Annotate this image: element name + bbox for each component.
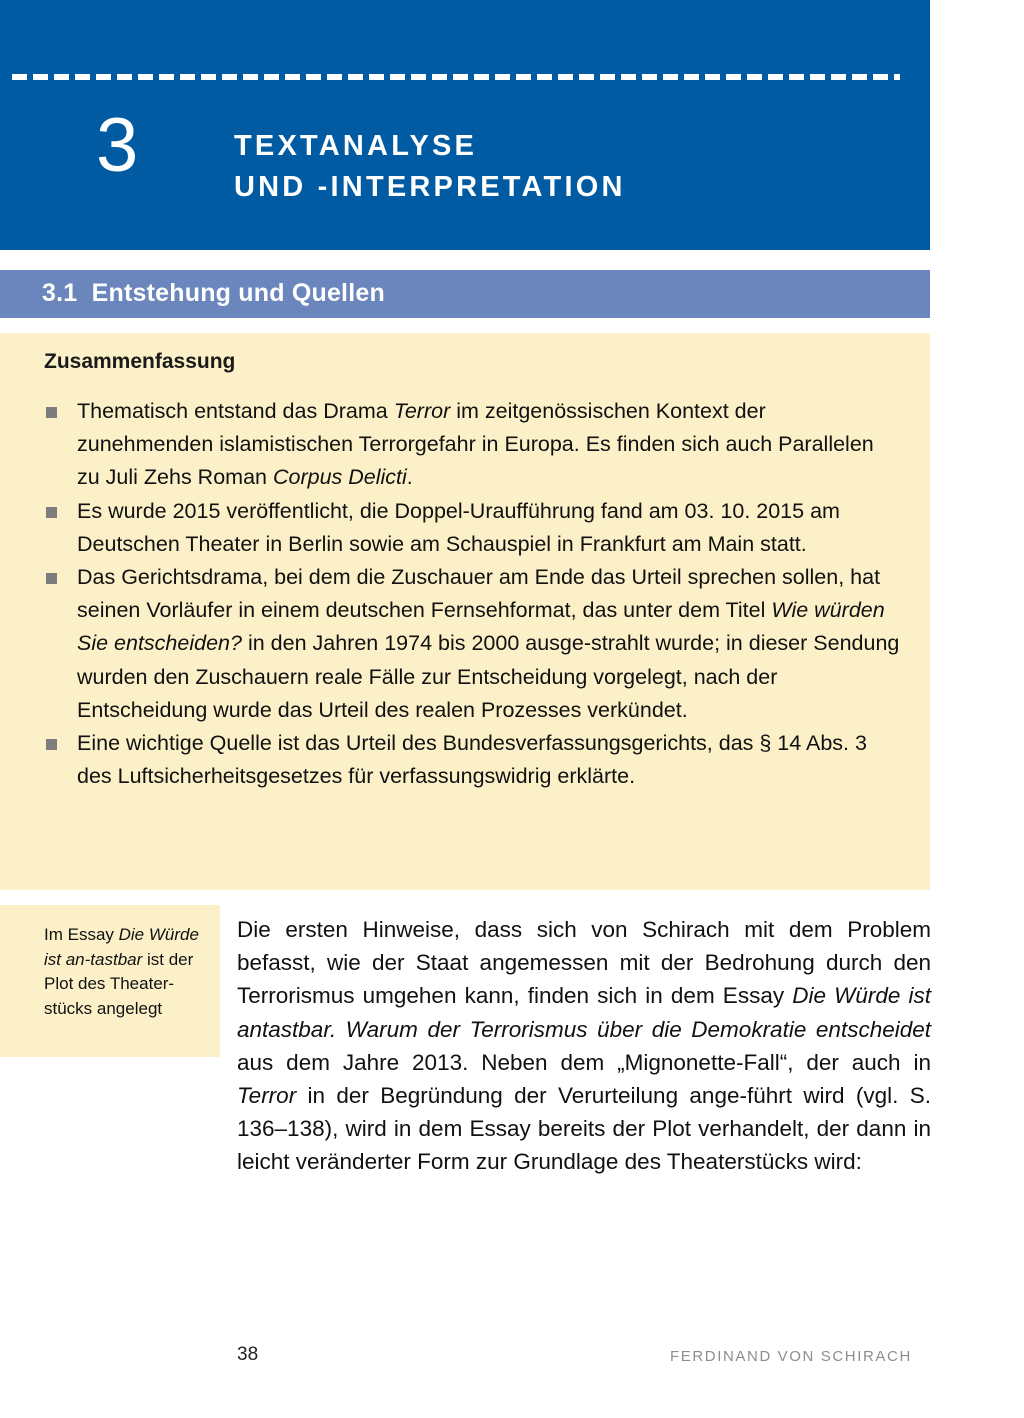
summary-bullet-text: Das Gerichtsdrama, bei dem die Zuschauer am Ende das Urteil sprechen sollen, hat seinen Vorläufer in einem deutschen Fernsehformat, das unter dem Titel Wie würden Sie entscheiden? in den Jahren 1974 bis 2000 ausge-strahlt wurde; in dieser Sendung wurden den Zuschauern reale Fälle zur Entscheidung vorgelegt, nach der Entscheidung wurde das Urteil des realen Prozesses verkündet. <box>77 565 900 722</box>
list-item <box>44 561 902 727</box>
section-heading-bar <box>0 270 930 318</box>
summary-bullet-list <box>44 395 902 793</box>
page-number: 38 <box>237 1344 259 1365</box>
chapter-title <box>234 126 626 208</box>
chapter-number: 3 <box>96 103 139 188</box>
list-item <box>44 395 902 495</box>
dashed-rule-decoration <box>12 74 900 80</box>
square-bullet-icon <box>46 407 57 418</box>
section-heading-label: 3.1 Entstehung und Quellen <box>42 279 385 307</box>
square-bullet-icon <box>46 507 57 518</box>
margin-note-box <box>0 905 220 1057</box>
chapter-header-banner <box>0 0 930 250</box>
chapter-title-line-1: TEXTANALYSE <box>234 130 478 162</box>
list-item <box>44 495 902 561</box>
summary-bullet-text: Eine wichtige Quelle ist das Urteil des Bundesverfassungsgerichts, das § 14 Abs. 3 des Luftsicherheitsgesetzes für verfassungswidrig erklärte. <box>77 731 867 789</box>
summary-bullet-text: Es wurde 2015 veröffentlicht, die Doppel-Uraufführung fand am 03. 10. 2015 am Deutschen Theater in Berlin sowie am Schauspiel in Frankfurt am Main statt. <box>77 498 840 556</box>
body-paragraph: Die ersten Hinweise, dass sich von Schirach mit dem Problem befasst, wie der Staat angemessen mit der Bedrohung durch den Terrorismus umgehen kann, finden sich in dem Essay Die Würde ist antastbar. Warum der Terrorismus über die Demokratie entscheidet aus dem Jahre 2013. Neben dem „Mignonette-Fall“, der auch in Terror in der Begründung der Verurteilung ange-führt wird (vgl. S. 136–138), wird in dem Essay bereits der Plot verhandelt, der dann in leicht veränderter Form zur Grundlage des Theaterstücks wird: <box>237 917 931 1175</box>
square-bullet-icon <box>46 739 57 750</box>
margin-note-text: Im Essay Die Würde ist an-tastbar ist der Plot des Theater-stücks angelegt <box>44 925 199 1018</box>
summary-bullet-text: Thematisch entstand das Drama Terror im zeitgenössischen Kontext der zunehmenden islamistischen Terrorgefahr in Europa. Es finden sich auch Parallelen zu Juli Zehs Roman Corpus Delicti. <box>77 399 874 490</box>
summary-box <box>0 333 930 890</box>
chapter-title-line-2: UND -INTERPRETATION <box>234 171 626 203</box>
square-bullet-icon <box>46 573 57 584</box>
list-item <box>44 727 902 793</box>
summary-heading: Zusammenfassung <box>44 350 236 373</box>
footer-book-title: FERDINAND VON SCHIRACH <box>670 1348 912 1365</box>
